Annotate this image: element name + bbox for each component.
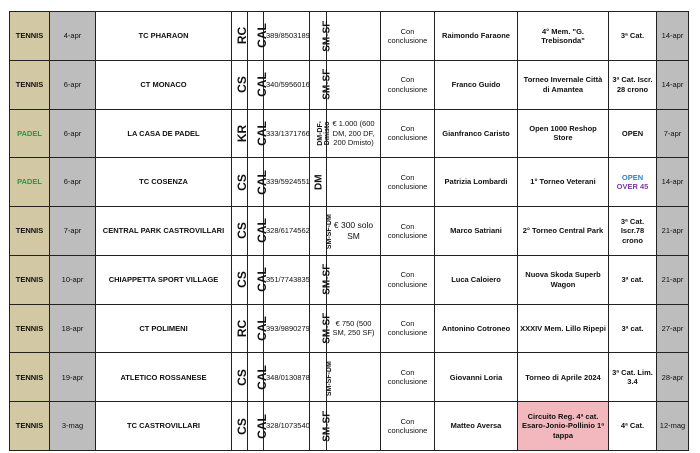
start-date-cell: 19-apr	[50, 353, 96, 402]
region-cell: CAL	[248, 353, 264, 402]
category-cell: SM-SF	[310, 255, 327, 304]
referee-cell: Luca Caloiero	[435, 255, 518, 304]
level-cell	[609, 158, 657, 207]
type-cell: Con conclusione	[381, 207, 435, 256]
prize-cell: € 1.000 (600 DM, 200 DF, 200 Dmisto)	[327, 109, 381, 158]
table-row	[10, 255, 689, 304]
start-date-cell: 18-apr	[50, 304, 96, 353]
province-cell: CS	[232, 255, 248, 304]
level-cell: 3ª Cat. Lim. 3.4	[609, 353, 657, 402]
table-row	[10, 207, 689, 256]
table-row	[10, 12, 689, 61]
level-cell: 3ª Cat. Iscr. 28 crono	[609, 60, 657, 109]
table-row	[10, 402, 689, 451]
sport-cell: TENNIS	[10, 12, 50, 61]
type-cell: Con conclusione	[381, 12, 435, 61]
start-date-cell: 4-apr	[50, 12, 96, 61]
tournament-schedule-table	[9, 11, 689, 451]
club-cell: CHIAPPETTA SPORT VILLAGE	[96, 255, 232, 304]
type-cell: Con conclusione	[381, 255, 435, 304]
category-cell: SM-SF	[310, 304, 327, 353]
referee-cell: Matteo Aversa	[435, 402, 518, 451]
region-cell: CAL	[248, 402, 264, 451]
table-row	[10, 158, 689, 207]
category-cell: SM-SF-DM	[310, 207, 327, 256]
start-date-cell: 6-apr	[50, 158, 96, 207]
club-cell: TC PHARAON	[96, 12, 232, 61]
phone-cell: 328/6174562	[264, 207, 310, 256]
table-row	[10, 60, 689, 109]
tournament-name-cell: Torneo Invernale Città di Amantea	[518, 60, 609, 109]
sport-cell: TENNIS	[10, 255, 50, 304]
tournament-name-cell: Circuito Reg. 4ª cat. Esaro-Jonio-Pollinio 1ª tappa	[518, 402, 609, 451]
table-row	[10, 109, 689, 158]
tournament-name-cell: Torneo di Aprile 2024	[518, 353, 609, 402]
end-date-cell: 14-apr	[657, 60, 689, 109]
sport-cell: TENNIS	[10, 353, 50, 402]
region-cell: CAL	[248, 158, 264, 207]
table-row	[10, 353, 689, 402]
phone-cell: 389/8503189	[264, 12, 310, 61]
prize-cell	[327, 255, 381, 304]
end-date-cell: 12-mag	[657, 402, 689, 451]
referee-cell: Gianfranco Caristo	[435, 109, 518, 158]
region-cell: CAL	[248, 12, 264, 61]
end-date-cell: 21-apr	[657, 207, 689, 256]
phone-cell: 328/1073540	[264, 402, 310, 451]
type-cell: Con conclusione	[381, 60, 435, 109]
level-cell: 4ª Cat.	[609, 402, 657, 451]
tournament-name-cell: XXXIV Mem. Lillo Ripepi	[518, 304, 609, 353]
club-cell: CT MONACO	[96, 60, 232, 109]
end-date-cell: 21-apr	[657, 255, 689, 304]
category-cell: DM-DF- Dmisto	[310, 109, 327, 158]
sport-cell: TENNIS	[10, 304, 50, 353]
type-cell: Con conclusione	[381, 109, 435, 158]
type-cell: Con conclusione	[381, 402, 435, 451]
sport-cell: PADEL	[10, 158, 50, 207]
prize-cell	[327, 12, 381, 61]
sport-cell: TENNIS	[10, 207, 50, 256]
table-row	[10, 304, 689, 353]
start-date-cell: 3-mag	[50, 402, 96, 451]
type-cell: Con conclusione	[381, 304, 435, 353]
province-cell: CS	[232, 353, 248, 402]
phone-cell: 393/9890279	[264, 304, 310, 353]
province-cell: CS	[232, 158, 248, 207]
province-cell: RC	[232, 12, 248, 61]
referee-cell: Franco Guido	[435, 60, 518, 109]
region-cell: CAL	[248, 304, 264, 353]
sport-cell: TENNIS	[10, 402, 50, 451]
tournament-name-cell: 4° Mem. "G. Trebisonda"	[518, 12, 609, 61]
end-date-cell: 14-apr	[657, 158, 689, 207]
start-date-cell: 6-apr	[50, 60, 96, 109]
tournament-name-cell: Open 1000 Reshop Store	[518, 109, 609, 158]
level-cell: 3ª cat.	[609, 255, 657, 304]
category-cell: SM-SF	[310, 402, 327, 451]
club-cell: TC CASTROVILLARI	[96, 402, 232, 451]
category-cell: SM-SF-DM	[310, 353, 327, 402]
category-cell: SM-SF	[310, 60, 327, 109]
phone-cell: 351/7743835	[264, 255, 310, 304]
club-cell: TC COSENZA	[96, 158, 232, 207]
province-cell: CS	[232, 402, 248, 451]
region-cell: CAL	[248, 255, 264, 304]
province-cell: CS	[232, 207, 248, 256]
start-date-cell: 6-apr	[50, 109, 96, 158]
level-cell: 3ª Cat. Iscr.78 crono	[609, 207, 657, 256]
type-cell: Con conclusione	[381, 353, 435, 402]
level-over-label: OVER 45	[616, 182, 649, 192]
tournament-name-cell: 2° Torneo Central Park	[518, 207, 609, 256]
prize-cell	[327, 158, 381, 207]
level-cell: OPEN	[609, 109, 657, 158]
sport-cell: PADEL	[10, 109, 50, 158]
prize-cell	[327, 60, 381, 109]
start-date-cell: 7-apr	[50, 207, 96, 256]
phone-cell: 333/1371766	[264, 109, 310, 158]
prize-cell: € 750 (500 SM, 250 SF)	[327, 304, 381, 353]
province-cell: KR	[232, 109, 248, 158]
prize-cell	[327, 402, 381, 451]
phone-cell: 339/5924551	[264, 158, 310, 207]
end-date-cell: 14-apr	[657, 12, 689, 61]
region-cell: CAL	[248, 60, 264, 109]
end-date-cell: 27-apr	[657, 304, 689, 353]
referee-cell: Marco Satriani	[435, 207, 518, 256]
prize-cell: € 300 solo SM	[327, 207, 381, 256]
phone-cell: 348/0130878	[264, 353, 310, 402]
tournament-name-cell: 1° Torneo Veterani	[518, 158, 609, 207]
referee-cell: Raimondo Faraone	[435, 12, 518, 61]
province-cell: RC	[232, 304, 248, 353]
phone-cell: 340/5956016	[264, 60, 310, 109]
start-date-cell: 10-apr	[50, 255, 96, 304]
end-date-cell: 7-apr	[657, 109, 689, 158]
level-open-label: OPEN	[621, 172, 644, 182]
referee-cell: Antonino Cotroneo	[435, 304, 518, 353]
club-cell: ATLETICO ROSSANESE	[96, 353, 232, 402]
prize-cell	[327, 353, 381, 402]
category-cell: SM-SF	[310, 12, 327, 61]
referee-cell: Patrizia Lombardi	[435, 158, 518, 207]
level-cell: 3ª Cat.	[609, 12, 657, 61]
referee-cell: Giovanni Loria	[435, 353, 518, 402]
region-cell: CAL	[248, 109, 264, 158]
region-cell: CAL	[248, 207, 264, 256]
level-cell: 3ª cat.	[609, 304, 657, 353]
tournament-name-cell: Nuova Skoda Superb Wagon	[518, 255, 609, 304]
end-date-cell: 28-apr	[657, 353, 689, 402]
category-cell: DM	[310, 158, 327, 207]
club-cell: LA CASA DE PADEL	[96, 109, 232, 158]
sport-cell: TENNIS	[10, 60, 50, 109]
club-cell: CT POLIMENI	[96, 304, 232, 353]
province-cell: CS	[232, 60, 248, 109]
club-cell: CENTRAL PARK CASTROVILLARI	[96, 207, 232, 256]
type-cell: Con conclusione	[381, 158, 435, 207]
